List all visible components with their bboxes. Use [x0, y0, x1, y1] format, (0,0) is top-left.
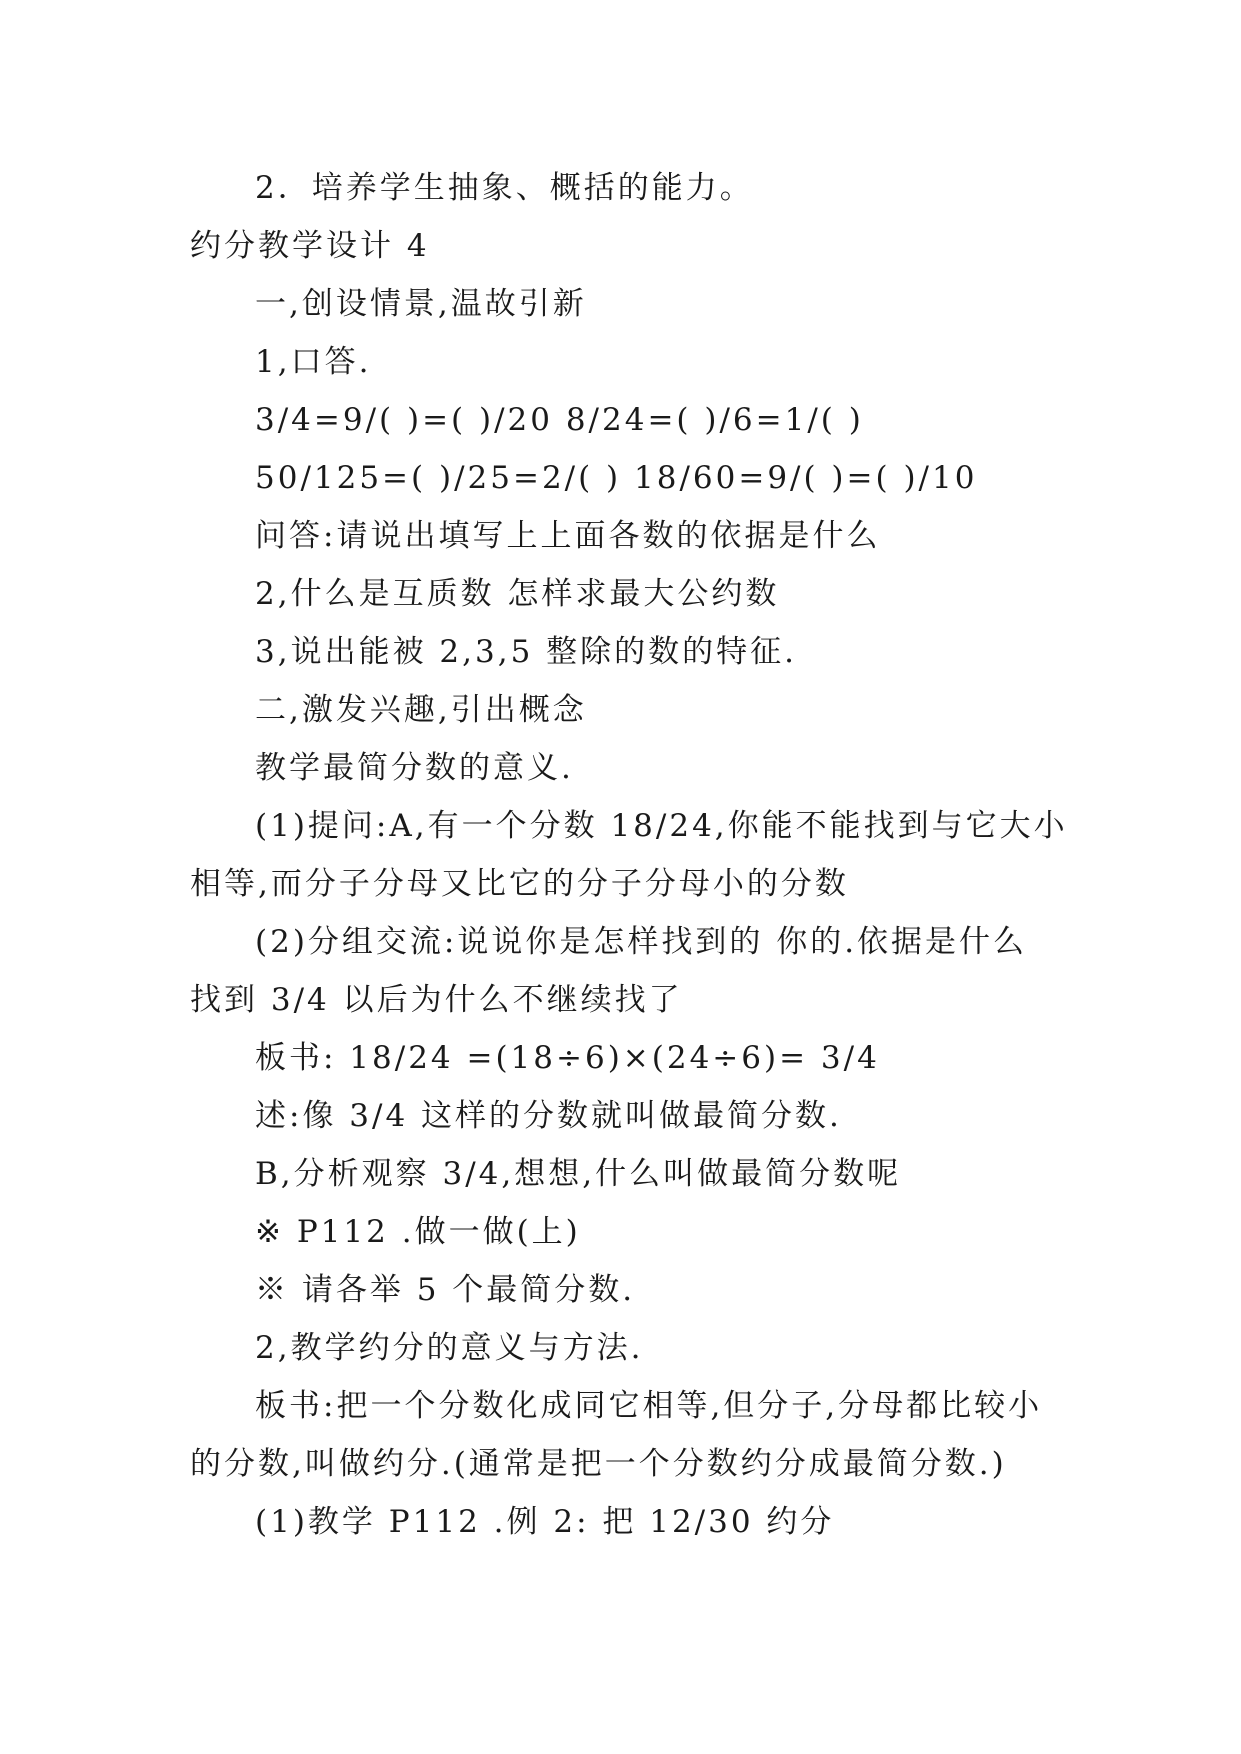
blackboard-line: 板书:把一个分数化成同它相等,但分子,分母都比较小	[255, 1388, 1043, 1424]
text-line: 述:像 3/4 这样的分数就叫做最简分数.	[255, 1098, 842, 1134]
paragraph-continuation: 的分数,叫做约分.(通常是把一个分数约分成最简分数.)	[190, 1446, 1007, 1482]
exercise-line: ※ 请各举 5 个最简分数.	[255, 1272, 636, 1308]
paragraph-line: (2)分组交流:说说你是怎样找到的 你的.依据是什么	[255, 924, 1028, 960]
paragraph-continuation: 找到 3/4 以后为什么不继续找了	[190, 982, 683, 1018]
equation-line: 3/4=9/( )=( )/20 8/24=( )/6=1/( )	[255, 402, 864, 438]
text-line: 2,什么是互质数 怎样求最大公约数	[255, 576, 780, 612]
text-line: 2,教学约分的意义与方法.	[255, 1330, 644, 1366]
paragraph-line: (1)提问:A,有一个分数 18/24,你能不能找到与它大小	[255, 808, 1068, 844]
heading-part-1: 一,创设情景,温故引新	[255, 286, 587, 322]
text-line: 教学最简分数的意义.	[255, 750, 574, 786]
text-line: 问答:请说出填写上上面各数的依据是什么	[255, 518, 881, 554]
paragraph-continuation: 相等,而分子分母又比它的分子分母小的分数	[190, 866, 849, 902]
text-line: B,分析观察 3/4,想想,什么叫做最简分数呢	[255, 1156, 902, 1192]
blackboard-line: 板书: 18/24 =(18÷6)×(24÷6)= 3/4	[255, 1040, 880, 1076]
equation-line: 50/125=( )/25=2/( ) 18/60=9/( )=( )/10	[255, 460, 978, 496]
heading-part-2: 二,激发兴趣,引出概念	[255, 692, 587, 728]
text-line: 1,口答.	[255, 344, 372, 380]
exercise-line: ※ P112 .做一做(上)	[255, 1214, 581, 1250]
section-title-design-4: 约分教学设计 4	[190, 228, 430, 264]
text-line: 3,说出能被 2,3,5 整除的数的特征.	[255, 634, 798, 670]
objective-line-2: 2．培养学生抽象、概括的能力。	[255, 170, 754, 206]
example-line: (1)教学 P112 .例 2: 把 12/30 约分	[255, 1504, 835, 1540]
